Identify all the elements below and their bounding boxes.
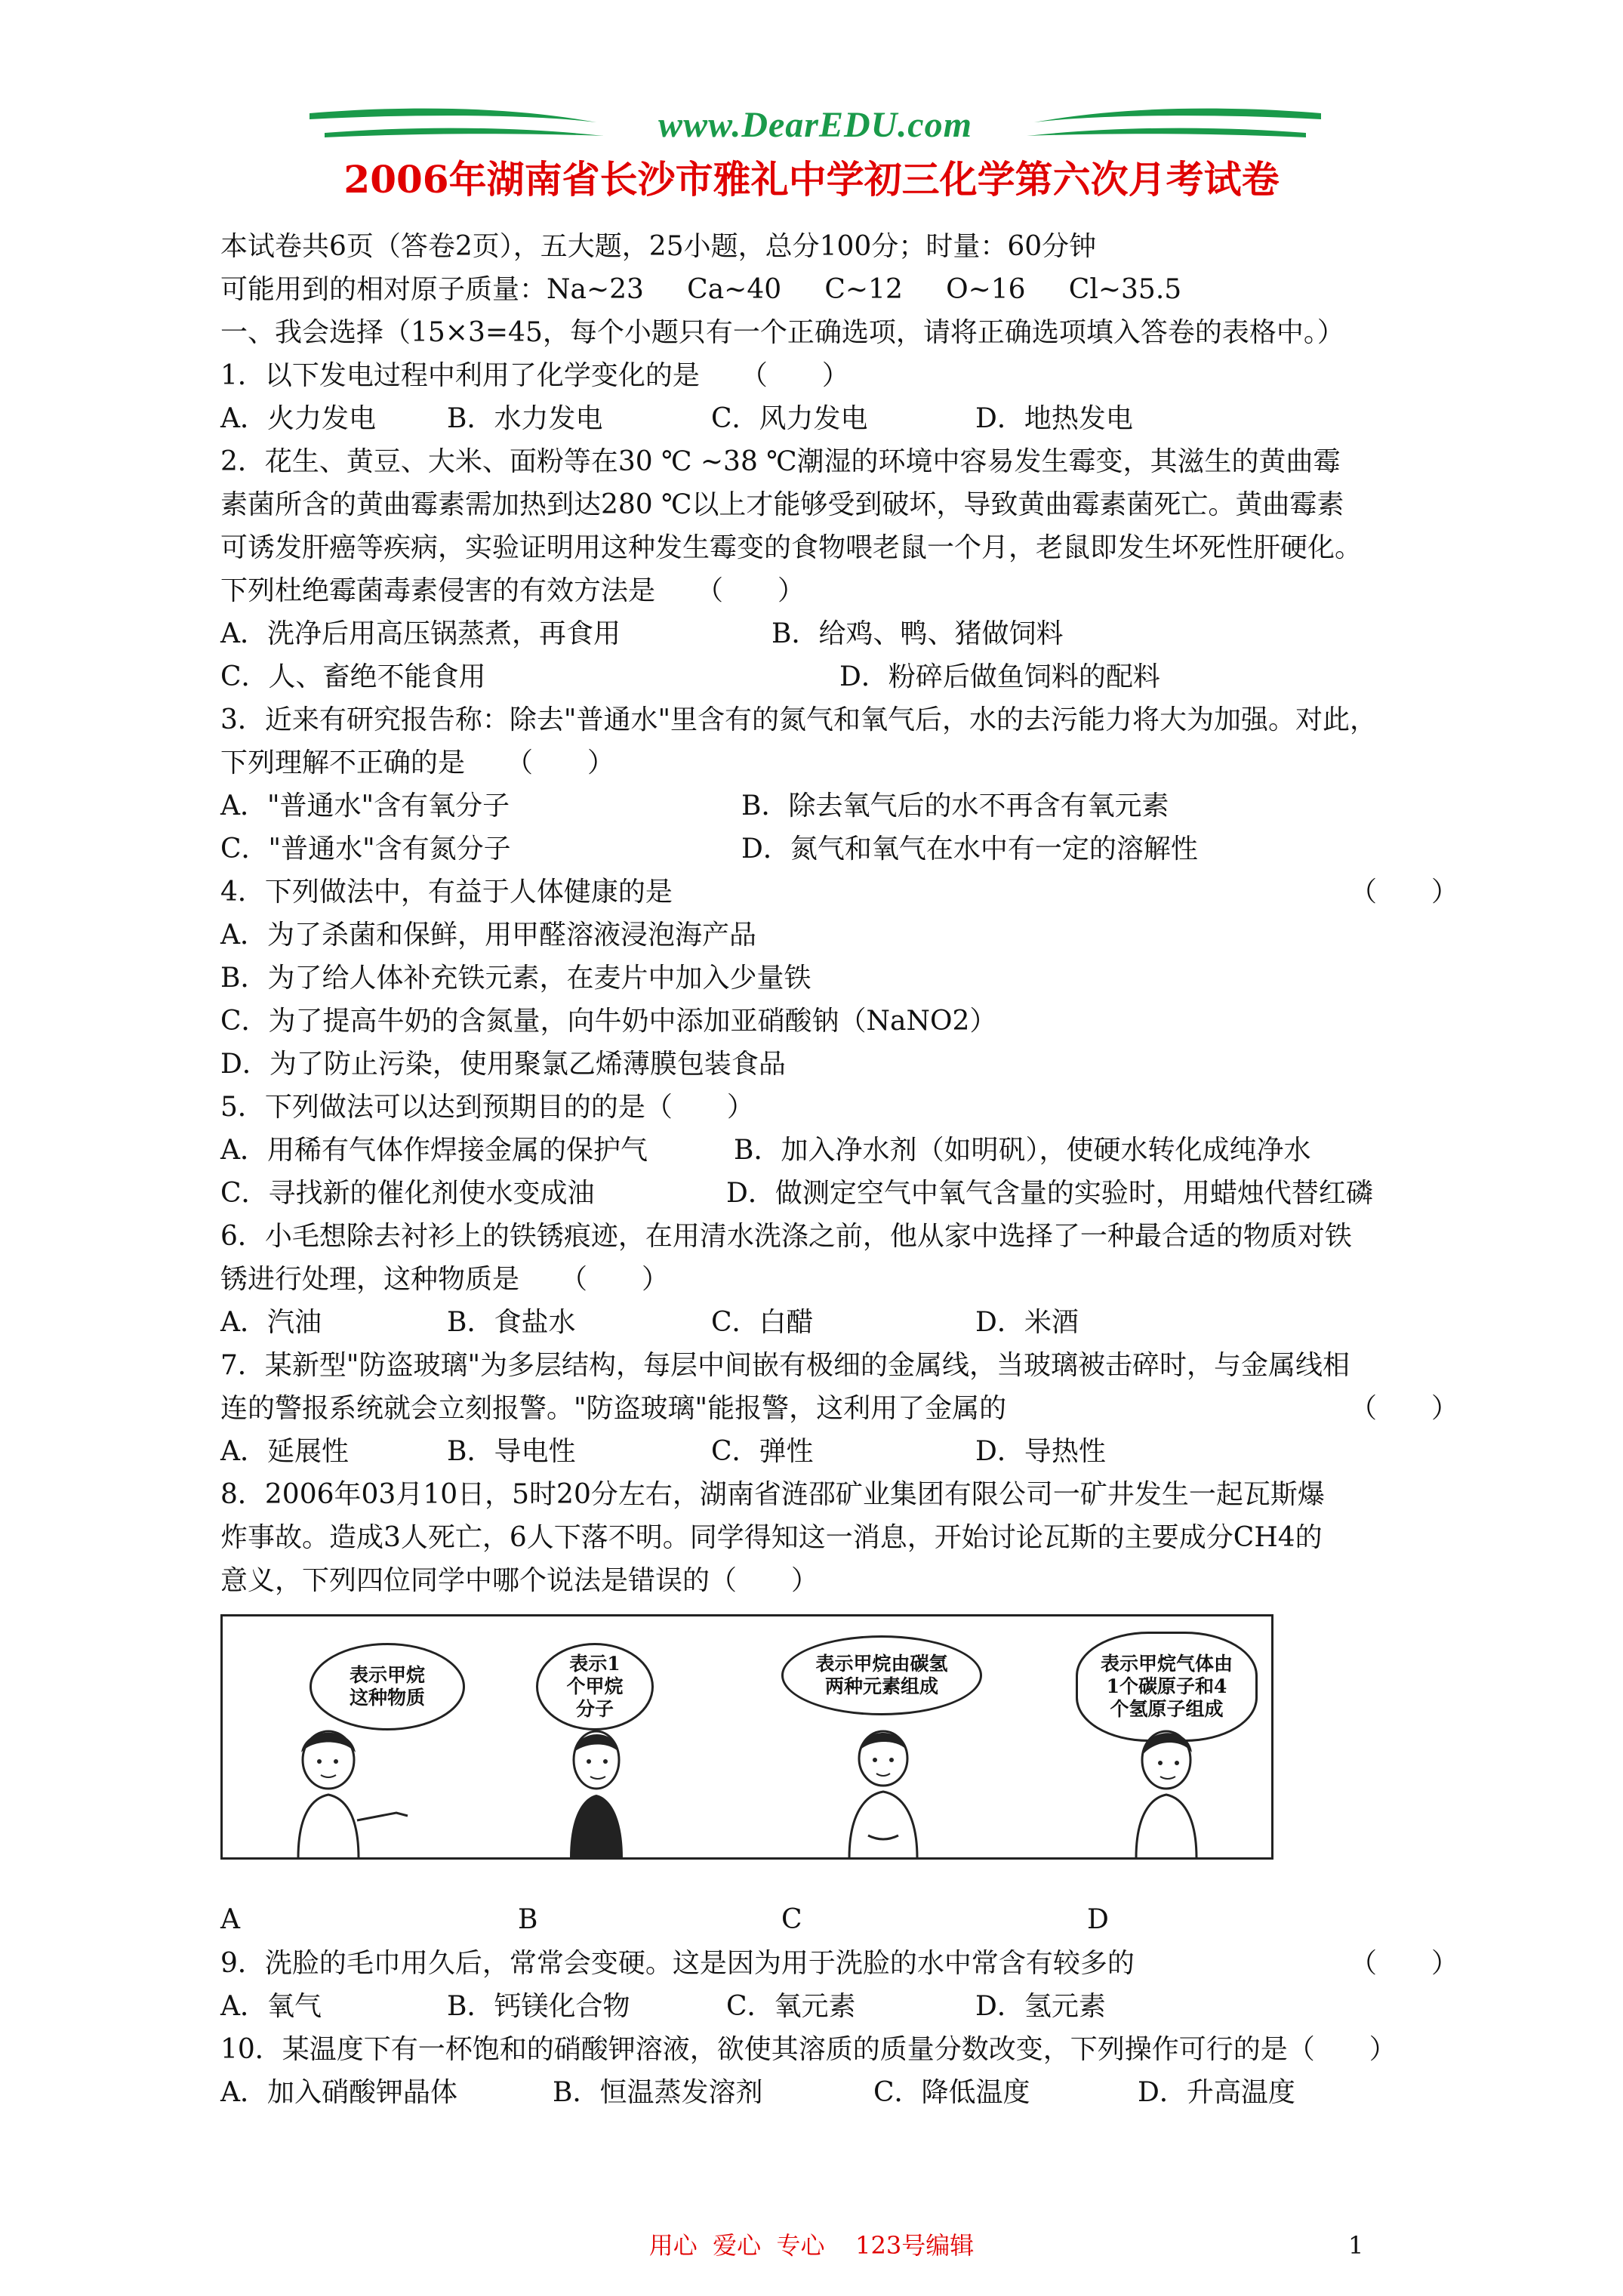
q2-stem: 2．花生、黄豆、大米、面粉等在30 ℃ ~38 ℃潮湿的环境中容易发生霉变，其滋生的黄曲霉: [220, 446, 1341, 477]
option-a: A．"普通水"含有氧分子: [220, 791, 510, 821]
q5-options: [220, 1129, 1458, 1172]
option-d: D．氮气和氧气在水中有一定的溶解性: [741, 834, 1198, 864]
page-number: 1: [1348, 2231, 1364, 2260]
option-a: A．延展性: [220, 1436, 349, 1467]
option-d: D．做测定空气中氧气含量的实验时，用蜡烛代替红磷: [726, 1178, 1373, 1209]
option-d: D．地热发电: [975, 403, 1133, 434]
q2-options: [220, 612, 1458, 655]
cartoon-figure: [220, 1614, 1273, 1860]
answer-paren: （ ）: [1349, 1948, 1458, 1979]
exam-title: 2006年湖南省长沙市雅礼中学初三化学第六次月考试卷: [343, 157, 1280, 202]
student-a-icon: [268, 1722, 419, 1858]
option-d: D．粉碎后做鱼饲料的配料: [839, 661, 1160, 692]
speech-bubble-a: 表示甲烷这种物质: [310, 1643, 465, 1730]
option-d: D．米酒: [975, 1307, 1079, 1338]
figure-label-c: C: [781, 1904, 802, 1935]
q7-options: [220, 1430, 1458, 1473]
q2-stem: 可诱发肝癌等疾病，实验证明用这种发生霉变的食物喂老鼠一个月，老鼠即发生坏死性肝硬化。: [220, 532, 1363, 563]
student-b-icon: [544, 1722, 657, 1858]
q2-stem: 下列杜绝霉菌毒素侵害的有效方法是 （ ）: [220, 575, 805, 606]
figure-label-a: A: [220, 1904, 240, 1935]
q9-text: 9．洗脸的毛巾用久后，常常会变硬。这是因为用于洗脸的水中常含有较多的: [220, 1948, 1135, 1979]
option-d: D．为了防止污染，使用聚氯乙烯薄膜包装食品: [220, 1049, 786, 1080]
figure-label-d: D: [1087, 1904, 1109, 1935]
option-b: B．加入净水剂（如明矾），使硬水转化成纯净水: [734, 1135, 1311, 1166]
q7-text: 连的警报系统就会立刻报警。"防盗玻璃"能报警，这利用了金属的: [220, 1393, 1007, 1424]
speech-bubble-b: 表示1个甲烷分子: [536, 1643, 654, 1730]
option-c: C．氧元素: [726, 1991, 856, 2022]
answer-paren: （ ）: [1349, 1393, 1458, 1424]
q4-text: 4．下列做法中，有益于人体健康的是: [220, 877, 673, 908]
q9-options: [220, 1985, 1458, 2028]
q5-stem: 5．下列做法可以达到预期目的的是（ ）: [220, 1092, 754, 1123]
option-a: A．加入硝酸钾晶体: [220, 2077, 457, 2108]
q4-stem: [220, 871, 1458, 914]
q1-options: [220, 397, 1458, 440]
option-d: D．升高温度: [1138, 2077, 1295, 2108]
q3-stem: 3．近来有研究报告称：除去"普通水"里含有的氮气和氧气后，水的去污能力将大为加强。对此，: [220, 704, 1378, 735]
footer-text: 用心 爱心 专心 123号编辑: [648, 2231, 975, 2260]
option-a: A．为了杀菌和保鲜，用甲醛溶液浸泡海产品: [220, 920, 756, 951]
option-c: C．寻找新的催化剂使水变成油: [220, 1178, 595, 1209]
option-a: A．氧气: [220, 1991, 322, 2022]
q8-stem: 8．2006年03月10日，5时20分左右，湖南省涟邵矿业集团有限公司一矿井发生一起瓦斯爆: [220, 1479, 1325, 1510]
q5-options: [220, 1172, 1458, 1215]
option-c: C．"普通水"含有氮分子: [220, 834, 511, 864]
q7-stem: 7．某新型"防盗玻璃"为多层结构，每层中间嵌有极细的金属线，当玻璃被击碎时，与金属线相: [220, 1350, 1350, 1381]
speech-bubble-c: 表示甲烷由碳氢两种元素组成: [781, 1635, 982, 1715]
answer-paren: （ ）: [1349, 877, 1458, 908]
option-d: D．导热性: [975, 1436, 1106, 1467]
q2-stem: 素菌所含的黄曲霉素需加热到达280 ℃以上才能够受到破坏，导致黄曲霉素菌死亡。黄曲霉素: [220, 489, 1344, 520]
q8-stem: 炸事故。造成3人死亡，6人下落不明。同学得知这一消息，开始讨论瓦斯的主要成分CH4的: [220, 1522, 1323, 1553]
option-b: B．给鸡、鸭、猪做饲料: [771, 618, 1064, 649]
option-c: C．人、畜绝不能食用: [220, 661, 486, 692]
atomic-mass-line: 可能用到的相对原子质量：Na~23 Ca~40 C~12 O~16 Cl~35.5: [220, 274, 1182, 305]
option-c: C．白醋: [711, 1307, 814, 1338]
speech-bubble-d: 表示甲烷气体由1个碳原子和4个氢原子组成: [1076, 1632, 1258, 1742]
q7-stem: [220, 1387, 1458, 1430]
site-name[interactable]: www.DearEDU.com: [658, 105, 972, 145]
q3-stem: 下列理解不正确的是 （ ）: [220, 747, 615, 778]
option-b: B．导电性: [447, 1436, 576, 1467]
option-b: B．水力发电: [447, 403, 603, 434]
figure-label-b: B: [518, 1904, 538, 1935]
q10-stem: 10．某温度下有一杯饱和的硝酸钾溶液，欲使其溶质的质量分数改变，下列操作可行的是（ ）: [220, 2034, 1397, 2065]
option-c: C．为了提高牛奶的含氮量，向牛奶中添加亚硝酸钠（NaNO2）: [220, 1006, 997, 1037]
option-b: B．恒温蒸发溶剂: [553, 2077, 763, 2108]
option-c: C．弹性: [711, 1436, 814, 1467]
q8-stem: 意义，下列四位同学中哪个说法是错误的（ ）: [220, 1565, 819, 1596]
q10-options: [220, 2071, 1458, 2114]
option-c: C．风力发电: [711, 403, 868, 434]
question-body-2: [220, 1942, 1458, 2114]
site-banner: [310, 103, 1321, 148]
intro-line: 本试卷共6页（答卷2页），五大题，25小题，总分100分；时量：60分钟: [220, 231, 1097, 262]
section-heading: 一、我会选择（15×3=45，每个小题只有一个正确选项，请将正确选项填入答卷的表格中。）: [220, 317, 1344, 348]
option-b: B．除去氧气后的水不再含有氧元素: [741, 791, 1169, 821]
option-a: A．用稀有气体作焊接金属的保护气: [220, 1135, 648, 1166]
option-b: B．钙镁化合物: [447, 1991, 630, 2022]
q6-options: [220, 1301, 1458, 1344]
question-body: [220, 225, 1458, 1602]
q3-options: [220, 784, 1458, 827]
option-a: A．洗净后用高压锅蒸煮，再食用: [220, 618, 621, 649]
option-a: A．汽油: [220, 1307, 322, 1338]
option-b: B．为了给人体补充铁元素，在麦片中加入少量铁: [220, 963, 812, 994]
option-a: A．火力发电: [220, 403, 376, 434]
option-b: B．食盐水: [447, 1307, 576, 1338]
q6-stem: 锈进行处理，这种物质是 （ ）: [220, 1264, 670, 1295]
q3-options: [220, 827, 1458, 871]
option-c: C．降低温度: [873, 2077, 1030, 2108]
student-c-icon: [827, 1722, 940, 1858]
option-d: D．氢元素: [975, 1991, 1106, 2022]
q2-options: [220, 655, 1458, 698]
q6-stem: 6．小毛想除去衬衫上的铁锈痕迹，在用清水洗涤之前，他从家中选择了一种最合适的物质对铁: [220, 1221, 1352, 1252]
q9-stem: [220, 1942, 1458, 1985]
q1-stem: 1．以下发电过程中利用了化学变化的是 （ ）: [220, 360, 849, 391]
student-d-icon: [1113, 1722, 1227, 1858]
